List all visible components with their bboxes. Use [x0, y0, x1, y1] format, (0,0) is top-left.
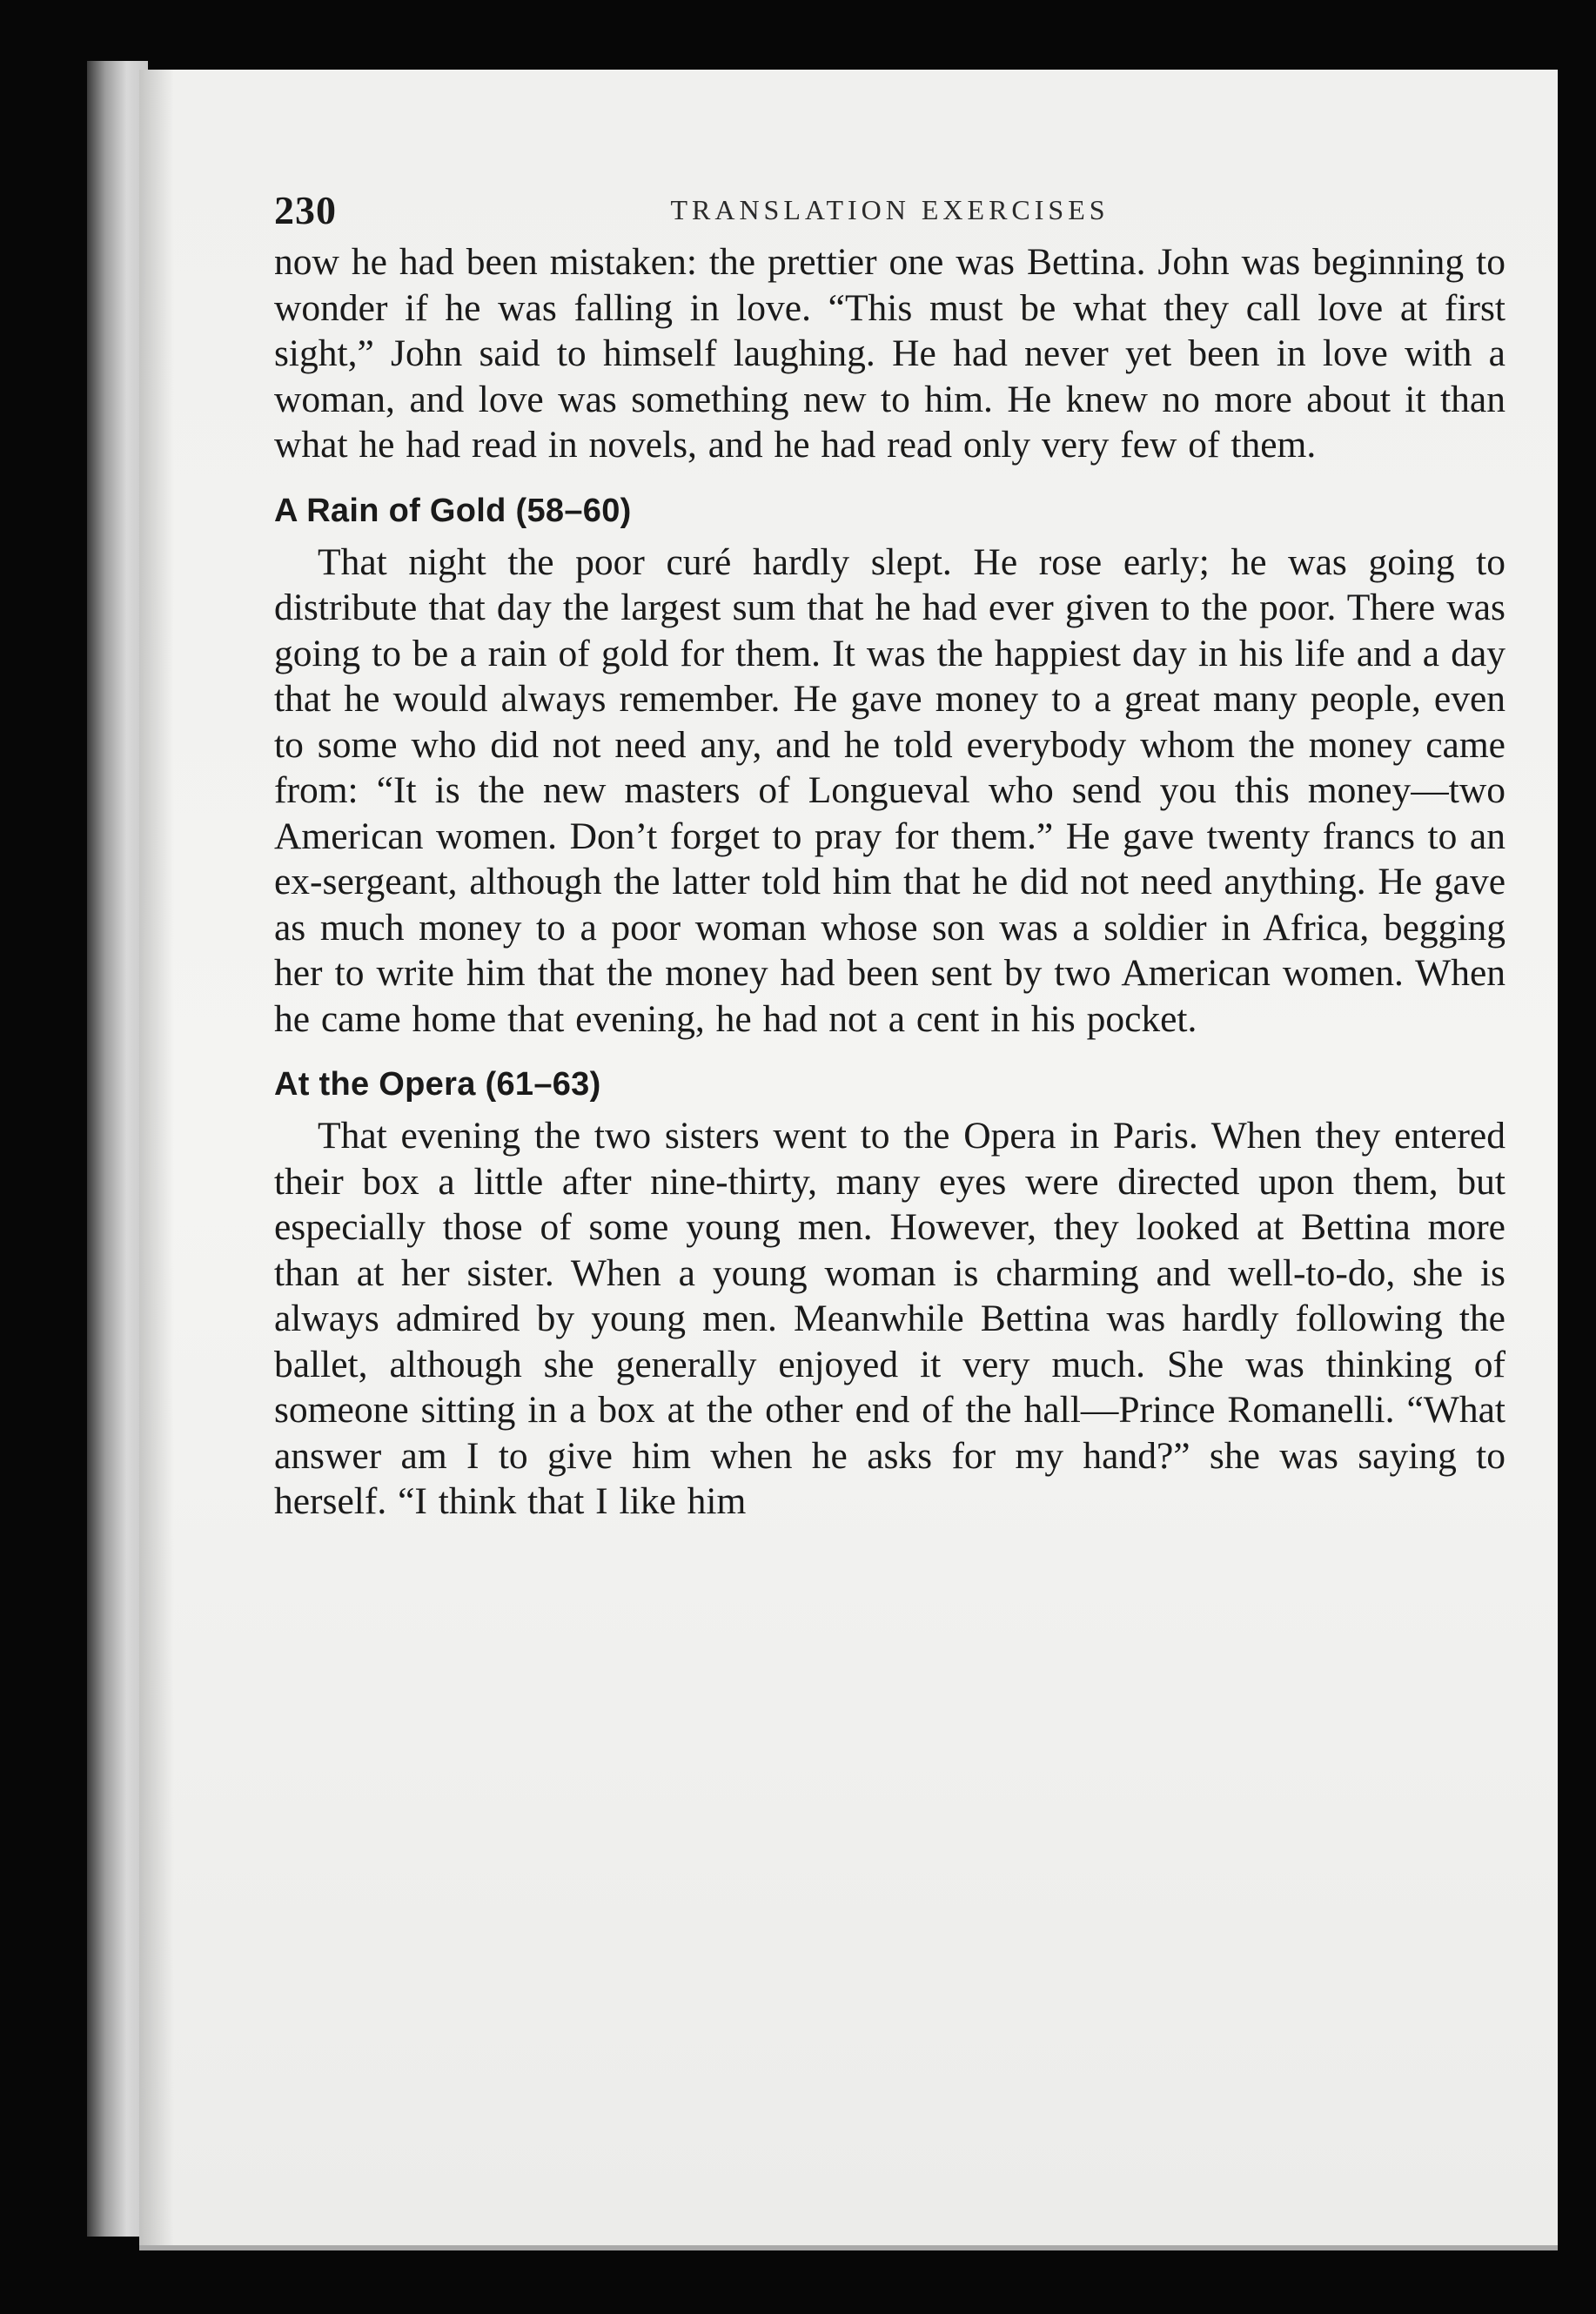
- spine-shadow: [139, 70, 174, 2245]
- paragraph-rain-of-gold: That night the poor curé hardly slept. He rose early; he was going to distribute that day the largest sum that he had ever given to the poor. There was going to be a rain of gold for them. It was the happiest day in his life and a day that he would always remember. He gave money to a great many people, even to some who did not need any, and he told everybody whom the money came from: “It is the new masters of Longueval who send you this money—two American women. Don’t forget to pray for them.” He gave twenty francs to an ex-sergeant, although the latter told him that he did not need anything. He gave as much money to a poor woman whose son was a soldier in Africa, begging her to write him that the money had been sent by two American women. When he came home that evening, he had not a cent in his pocket.: [274, 540, 1505, 1040]
- paragraph-at-the-opera: That evening the two sisters went to the Opera in Paris. When they entered their box a little after nine-thirty, many eyes were directed upon them, but especially those of some young men. However, they looked at Bettina more than at her sister. When a young woman is charming and well-to-do, she is always admired by young men. Meanwhile Bettina was hardly following the ballet, although she generally enjoyed it very much. She was thinking of someone sitting in a box at the other end of the hall—Prince Romanelli. “What answer am I to give him when he asks for my hand?” she was saying to herself. “I think that I like him: [274, 1115, 1505, 1522]
- section-heading-at-the-opera: At the Opera (61–63): [274, 1066, 601, 1103]
- section-heading-rain-of-gold: A Rain of Gold (58–60): [274, 492, 632, 529]
- running-head: [274, 187, 1505, 239]
- running-title: TRANSLATION EXERCISES: [670, 194, 1110, 225]
- paragraph-continuation: now he had been mistaken: the prettier one was Bettina. John was beginning to wonder if he was falling in love. “This must be what they call love at first sight,” John said to himself laughing. He had never yet been in love with a woman, and love was something new to him. He knew no more about it than what he had read in novels, and he had read only very few of them.: [274, 241, 1505, 466]
- page-number: 230: [274, 188, 337, 232]
- page-content: [274, 187, 1505, 1525]
